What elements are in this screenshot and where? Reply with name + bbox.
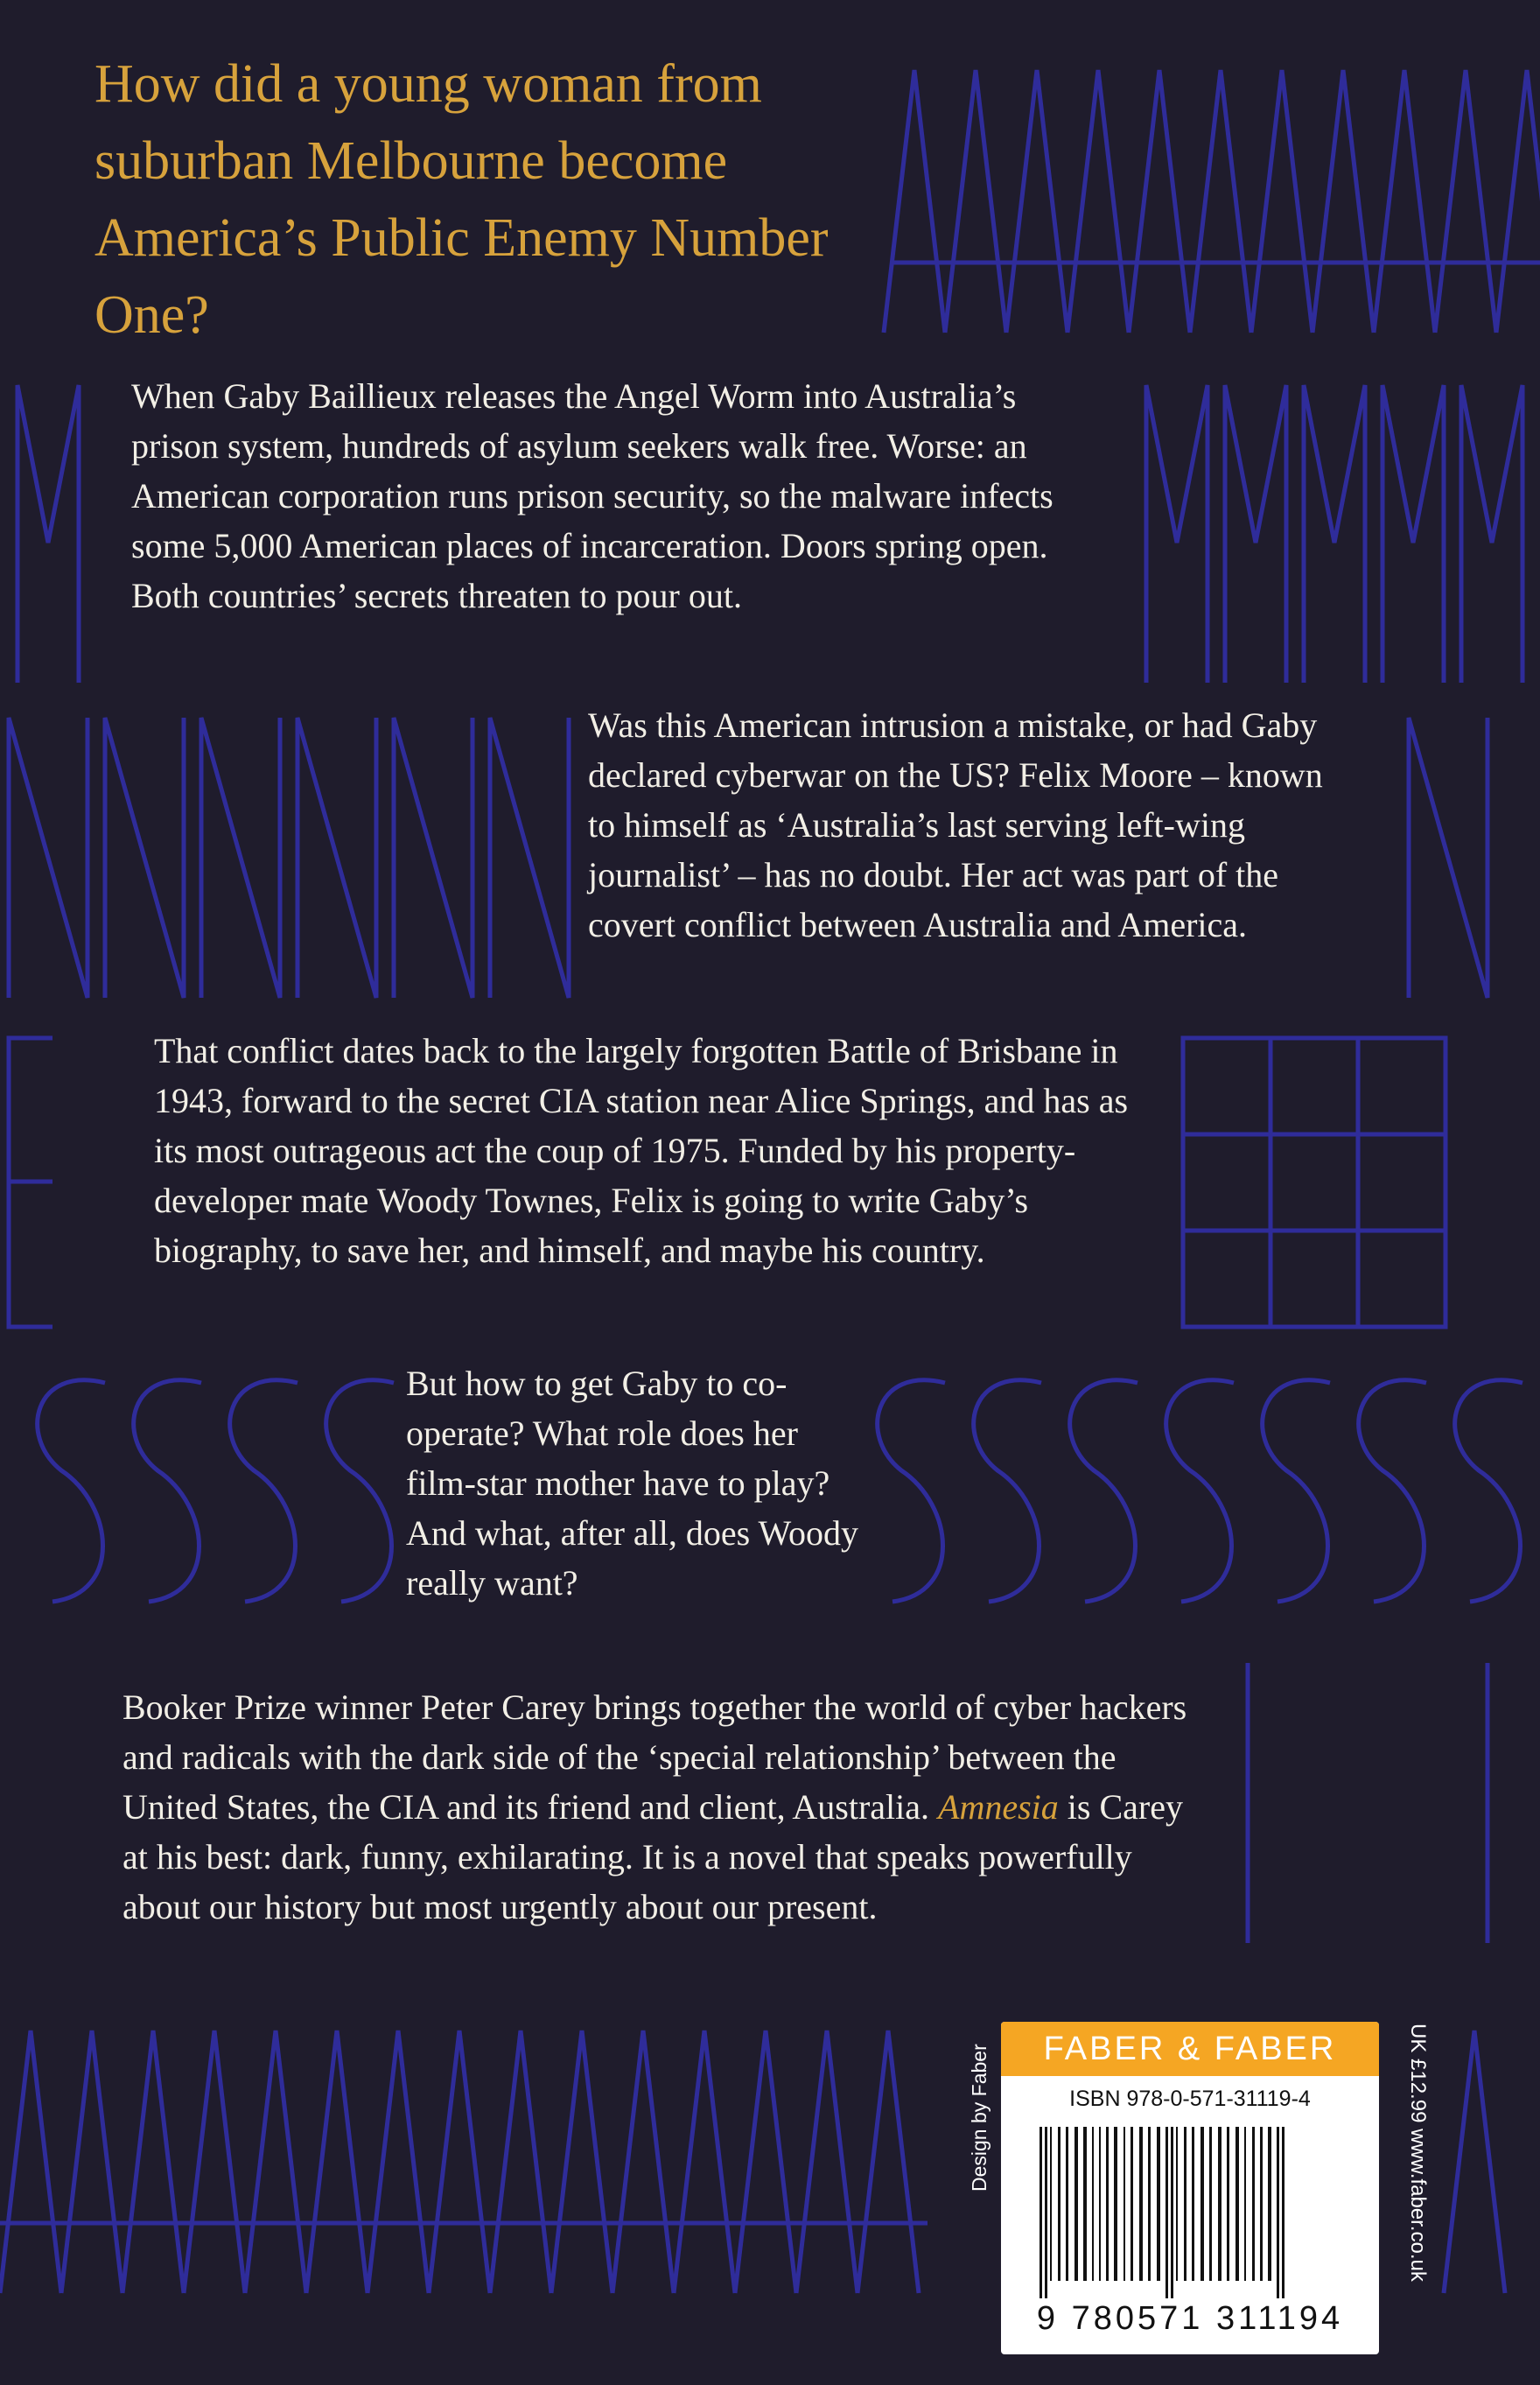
barcode-bar (1092, 2127, 1094, 2281)
barcode-bar (1066, 2127, 1068, 2281)
barcode-bar (1148, 2127, 1151, 2281)
barcode-bar (1130, 2127, 1133, 2281)
barcode-bar (1099, 2127, 1101, 2281)
barcode-bar (1252, 2127, 1255, 2281)
barcode-bar (1045, 2127, 1047, 2298)
barcode-bar (1209, 2127, 1212, 2281)
barcode-bar (1040, 2127, 1042, 2298)
barcode-bar (1260, 2127, 1263, 2281)
barcode-bar (1184, 2127, 1186, 2281)
headline: How did a young woman from suburban Melbourne become America’s Public Enemy Number One? (94, 54, 829, 345)
blurb-5-intro: Booker Prize winner Peter Carey brings together the world of cyber hackers and radicals with the dark side of the ‘special relationship’ between the United States, the CIA and its friend and client, Australia. (122, 1687, 1187, 1827)
design-credit: Design by Faber (968, 2044, 990, 2192)
barcode-bar (1157, 2127, 1160, 2281)
barcode-bar (1268, 2127, 1271, 2281)
barcode-bar (1282, 2127, 1284, 2298)
book-title-italic: Amnesia (938, 1787, 1059, 1827)
barcode-bar (1200, 2127, 1204, 2281)
barcode-bar (1124, 2127, 1125, 2281)
barcode-bar (1058, 2127, 1060, 2281)
pattern-row-i (1248, 1663, 1488, 1943)
barcode-bar (1166, 2127, 1168, 2298)
barcode-digits: 9 780571 311194 (1036, 2300, 1344, 2337)
barcode-bar (1192, 2127, 1194, 2281)
barcode-bar (1218, 2127, 1222, 2281)
blurb-paragraph-5 (122, 1682, 1190, 1932)
barcode-bar (1244, 2127, 1246, 2281)
blurb-5-conclusion: is Carey at his best: dark, funny, exhilarating. It is a novel that speaks powerfully about our history but most urgently about our present. (122, 1787, 1183, 1926)
barcode-panel (1001, 2022, 1379, 2354)
blurb-paragraph-2: Was this American intrusion a mistake, or had Gaby declared cyberwar on the US? Felix Moore – known to himself as ‘Australia’s last serving left-wing journalist’ – has no doubt. Her act was part of the covert conflict between Australia and America. (588, 705, 1323, 944)
barcode-bar (1176, 2127, 1178, 2281)
barcode-bar (1106, 2127, 1109, 2281)
barcode-bar (1114, 2127, 1117, 2281)
barcode-bar (1236, 2127, 1239, 2281)
barcode-bar (1171, 2127, 1173, 2298)
pattern-row-a-top (884, 70, 1540, 333)
barcode-bar (1050, 2127, 1052, 2281)
barcode-bar (1277, 2127, 1279, 2298)
barcode-bar (1074, 2127, 1078, 2281)
publisher-logo: FABER & FABER (1001, 2022, 1379, 2076)
price-and-website: UK £12.99 www.faber.co.uk (1406, 2024, 1430, 2282)
blurb-paragraph-1: When Gaby Baillieux releases the Angel Worm into Australia’s prison system, hundreds of asylum seekers walk free. Worse: an American corporation runs prison security, so the malware infects some 5,000 American places of incarceration. Doors spring open. Both countries’ secrets threaten to pour out. (131, 376, 1054, 615)
isbn-label: ISBN 978-0-571-31119-4 (1069, 2087, 1311, 2111)
barcode-bar (1227, 2127, 1229, 2281)
blurb-paragraph-4: But how to get Gaby to co-operate? What role does her film-star mother have to play? And what, after all, does Woody really want? (406, 1364, 859, 1603)
barcode-bars (1036, 2127, 1351, 2298)
barcode-bar (1083, 2127, 1087, 2281)
barcode-bar (1139, 2127, 1143, 2281)
blurb-paragraph-3: That conflict dates back to the largely forgotten Battle of Brisbane in 1943, forward to the secret CIA station near Alice Springs, and has as its most outrageous act the coup of 1975. Funded by his property-developer mate Woody Townes, Felix is going to write Gaby’s biography, to save her, and himself, and maybe his country. (154, 1031, 1129, 1270)
